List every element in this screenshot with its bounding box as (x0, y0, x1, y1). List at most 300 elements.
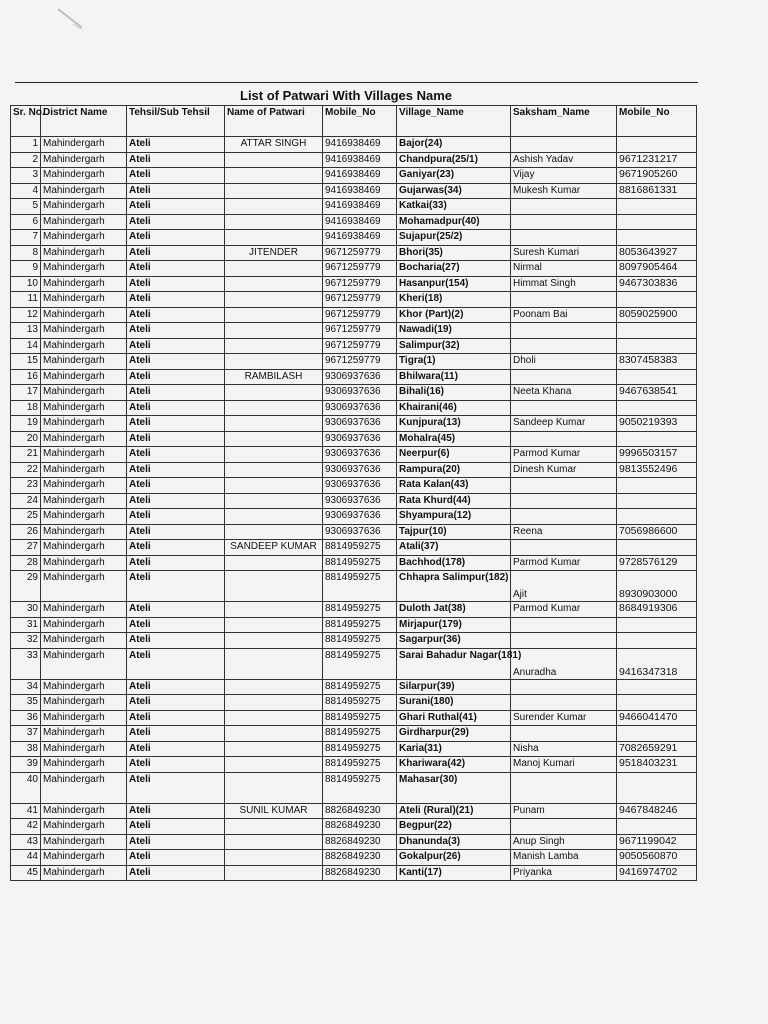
tehsil-cell: Ateli (127, 540, 225, 556)
saksham-cell: Neeta Khana (511, 385, 617, 401)
table-row (11, 245, 697, 261)
sr-cell: 20 (11, 431, 41, 447)
table-row (11, 741, 697, 757)
table-row (11, 710, 697, 726)
table-row (11, 230, 697, 246)
sr-cell: 25 (11, 509, 41, 525)
saksham-cell: Parmod Kumar (511, 555, 617, 571)
saksham-mobile-cell: 9466041470 (617, 710, 697, 726)
mobile-cell: 9671259779 (323, 292, 397, 308)
sr-cell: 15 (11, 354, 41, 370)
saksham-mobile-cell: 9996503157 (617, 447, 697, 463)
patwari-cell: ATTAR SINGH (225, 137, 323, 153)
patwari-cell (225, 772, 323, 803)
district-cell: Mahindergarh (41, 245, 127, 261)
saksham-cell: Ashish Yadav (511, 152, 617, 168)
patwari-cell (225, 447, 323, 463)
sr-cell: 38 (11, 741, 41, 757)
patwari-cell (225, 865, 323, 881)
table-row (11, 292, 697, 308)
saksham-mobile-cell: 8816861331 (617, 183, 697, 199)
table-row (11, 462, 697, 478)
table-row (11, 571, 697, 602)
district-cell: Mahindergarh (41, 540, 127, 556)
saksham-cell: Priyanka (511, 865, 617, 881)
mobile-cell: 9306937636 (323, 416, 397, 432)
sr-cell: 21 (11, 447, 41, 463)
patwari-cell (225, 726, 323, 742)
district-cell: Mahindergarh (41, 695, 127, 711)
saksham-mobile-cell: 9467638541 (617, 385, 697, 401)
district-cell: Mahindergarh (41, 617, 127, 633)
patwari-cell (225, 633, 323, 649)
saksham-cell: Nirmal (511, 261, 617, 277)
saksham-mobile-cell (617, 292, 697, 308)
mobile-cell: 8814959275 (323, 726, 397, 742)
saksham-mobile-cell: 9813552496 (617, 462, 697, 478)
table-row (11, 431, 697, 447)
saksham-cell: Suresh Kumari (511, 245, 617, 261)
tehsil-cell: Ateli (127, 385, 225, 401)
saksham-cell: Parmod Kumar (511, 447, 617, 463)
saksham-cell: Surender Kumar (511, 710, 617, 726)
village-cell: Mahasar(30) (397, 772, 511, 803)
district-cell: Mahindergarh (41, 633, 127, 649)
saksham-cell: Reena (511, 524, 617, 540)
district-cell: Mahindergarh (41, 307, 127, 323)
header-tehsil: Tehsil/Sub Tehsil (127, 106, 225, 137)
patwari-cell (225, 710, 323, 726)
table-row (11, 695, 697, 711)
saksham-mobile-cell: 8097905464 (617, 261, 697, 277)
mobile-cell: 9416938469 (323, 168, 397, 184)
mobile-cell: 9416938469 (323, 199, 397, 215)
district-cell: Mahindergarh (41, 400, 127, 416)
sr-cell: 7 (11, 230, 41, 246)
tehsil-cell: Ateli (127, 199, 225, 215)
table-row (11, 679, 697, 695)
table-row (11, 400, 697, 416)
mobile-cell: 9671259779 (323, 261, 397, 277)
table-row (11, 214, 697, 230)
saksham-mobile-cell (617, 726, 697, 742)
saksham-mobile-cell (617, 323, 697, 339)
saksham-cell (511, 369, 617, 385)
header-row (11, 106, 697, 137)
mobile-cell: 8814959275 (323, 571, 397, 602)
saksham-cell (511, 478, 617, 494)
mobile-cell: 8826849230 (323, 850, 397, 866)
village-cell: Tajpur(10) (397, 524, 511, 540)
patwari-cell (225, 183, 323, 199)
district-cell: Mahindergarh (41, 803, 127, 819)
mobile-cell: 9306937636 (323, 478, 397, 494)
district-cell: Mahindergarh (41, 772, 127, 803)
district-cell: Mahindergarh (41, 478, 127, 494)
saksham-mobile-cell (617, 400, 697, 416)
patwari-cell (225, 695, 323, 711)
district-cell: Mahindergarh (41, 509, 127, 525)
saksham-cell (511, 230, 617, 246)
mobile-cell: 8826849230 (323, 803, 397, 819)
saksham-mobile-cell (617, 772, 697, 803)
district-cell: Mahindergarh (41, 416, 127, 432)
table-row (11, 834, 697, 850)
village-cell: Karia(31) (397, 741, 511, 757)
patwari-cell (225, 431, 323, 447)
saksham-cell: Anup Singh (511, 834, 617, 850)
district-cell: Mahindergarh (41, 741, 127, 757)
district-cell: Mahindergarh (41, 648, 127, 679)
tehsil-cell: Ateli (127, 648, 225, 679)
district-cell: Mahindergarh (41, 338, 127, 354)
saksham-cell (511, 338, 617, 354)
patwari-cell (225, 199, 323, 215)
village-cell: Ganiyar(23) (397, 168, 511, 184)
saksham-cell (511, 323, 617, 339)
sr-cell: 23 (11, 478, 41, 494)
village-cell: Neerpur(6) (397, 447, 511, 463)
table-row (11, 307, 697, 323)
saksham-cell: Poonam Bai (511, 307, 617, 323)
saksham-mobile-cell (617, 214, 697, 230)
saksham-cell: Punam (511, 803, 617, 819)
patwari-cell (225, 679, 323, 695)
patwari-cell (225, 555, 323, 571)
tehsil-cell: Ateli (127, 369, 225, 385)
district-cell: Mahindergarh (41, 679, 127, 695)
saksham-mobile-cell (617, 478, 697, 494)
table-row (11, 323, 697, 339)
tehsil-cell: Ateli (127, 772, 225, 803)
saksham-cell (511, 292, 617, 308)
sr-cell: 34 (11, 679, 41, 695)
saksham-cell: Parmod Kumar (511, 602, 617, 618)
patwari-cell (225, 416, 323, 432)
tehsil-cell: Ateli (127, 509, 225, 525)
saksham-mobile-cell: 9671231217 (617, 152, 697, 168)
table-row (11, 199, 697, 215)
tehsil-cell: Ateli (127, 679, 225, 695)
document-title: List of Patwari With Villages Name (240, 88, 453, 103)
village-cell: Surani(180) (397, 695, 511, 711)
village-cell: Hasanpur(154) (397, 276, 511, 292)
district-cell: Mahindergarh (41, 555, 127, 571)
village-cell: Gujarwas(34) (397, 183, 511, 199)
saksham-mobile-cell: 8307458383 (617, 354, 697, 370)
mobile-cell: 9306937636 (323, 524, 397, 540)
table-row (11, 416, 697, 432)
village-cell: Bhori(35) (397, 245, 511, 261)
table-row (11, 555, 697, 571)
saksham-mobile-cell: 9416974702 (617, 865, 697, 881)
mobile-cell: 8814959275 (323, 741, 397, 757)
tehsil-cell: Ateli (127, 710, 225, 726)
district-cell: Mahindergarh (41, 276, 127, 292)
patwari-cell (225, 230, 323, 246)
table-row (11, 168, 697, 184)
patwari-cell (225, 385, 323, 401)
mobile-cell: 9671259779 (323, 245, 397, 261)
saksham-cell (511, 431, 617, 447)
patwari-cell (225, 276, 323, 292)
sr-cell: 39 (11, 757, 41, 773)
saksham-mobile-cell (617, 431, 697, 447)
sr-cell: 42 (11, 819, 41, 835)
village-cell: Kunjpura(13) (397, 416, 511, 432)
saksham-mobile-cell (617, 695, 697, 711)
table-row (11, 633, 697, 649)
tehsil-cell: Ateli (127, 478, 225, 494)
saksham-mobile-cell: 7056986600 (617, 524, 697, 540)
patwari-cell (225, 478, 323, 494)
saksham-mobile-cell: 9671199042 (617, 834, 697, 850)
district-cell: Mahindergarh (41, 726, 127, 742)
saksham-cell: Himmat Singh (511, 276, 617, 292)
district-cell: Mahindergarh (41, 354, 127, 370)
village-cell: Rata Kalan(43) (397, 478, 511, 494)
tehsil-cell: Ateli (127, 757, 225, 773)
table-row (11, 757, 697, 773)
sr-cell: 11 (11, 292, 41, 308)
saksham-cell (511, 633, 617, 649)
mobile-cell: 9416938469 (323, 214, 397, 230)
village-cell: Bihali(16) (397, 385, 511, 401)
header-mobile2: Mobile_No (617, 106, 697, 137)
table-row (11, 261, 697, 277)
mobile-cell: 9306937636 (323, 400, 397, 416)
header-sr: Sr. No. (11, 106, 41, 137)
saksham-mobile-cell: 9416347318 (617, 648, 697, 679)
patwari-cell (225, 152, 323, 168)
district-cell: Mahindergarh (41, 369, 127, 385)
patwari-cell (225, 834, 323, 850)
tehsil-cell: Ateli (127, 276, 225, 292)
saksham-cell: Vijay (511, 168, 617, 184)
saksham-cell (511, 214, 617, 230)
district-cell: Mahindergarh (41, 447, 127, 463)
sr-cell: 30 (11, 602, 41, 618)
tehsil-cell: Ateli (127, 152, 225, 168)
patwari-cell (225, 648, 323, 679)
district-cell: Mahindergarh (41, 431, 127, 447)
village-cell: Ghari Ruthal(41) (397, 710, 511, 726)
sr-cell: 35 (11, 695, 41, 711)
mobile-cell: 9306937636 (323, 385, 397, 401)
sr-cell: 40 (11, 772, 41, 803)
village-cell: Khor (Part)(2) (397, 307, 511, 323)
header-village: Village_Name (397, 106, 511, 137)
mobile-cell: 9671259779 (323, 354, 397, 370)
village-cell: Sujapur(25/2) (397, 230, 511, 246)
patwari-cell (225, 462, 323, 478)
sr-cell: 31 (11, 617, 41, 633)
mobile-cell: 9306937636 (323, 447, 397, 463)
saksham-cell: Ajit (511, 571, 617, 602)
patwari-table (10, 105, 697, 881)
district-cell: Mahindergarh (41, 571, 127, 602)
village-cell: Katkai(33) (397, 199, 511, 215)
saksham-cell (511, 199, 617, 215)
district-cell: Mahindergarh (41, 834, 127, 850)
patwari-cell: JITENDER (225, 245, 323, 261)
table-row (11, 726, 697, 742)
table-row (11, 385, 697, 401)
saksham-mobile-cell: 7082659291 (617, 741, 697, 757)
mobile-cell: 9416938469 (323, 152, 397, 168)
saksham-mobile-cell (617, 199, 697, 215)
village-cell: Bachhod(178) (397, 555, 511, 571)
saksham-mobile-cell (617, 633, 697, 649)
saksham-cell: Nisha (511, 741, 617, 757)
village-cell: Kanti(17) (397, 865, 511, 881)
village-cell: Mohalra(45) (397, 431, 511, 447)
district-cell: Mahindergarh (41, 865, 127, 881)
saksham-cell (511, 695, 617, 711)
tehsil-cell: Ateli (127, 245, 225, 261)
saksham-mobile-cell: 9671905260 (617, 168, 697, 184)
table-row (11, 524, 697, 540)
district-cell: Mahindergarh (41, 819, 127, 835)
patwari-cell (225, 168, 323, 184)
sr-cell: 5 (11, 199, 41, 215)
tehsil-cell: Ateli (127, 726, 225, 742)
tehsil-cell: Ateli (127, 307, 225, 323)
sr-cell: 17 (11, 385, 41, 401)
header-saksham: Saksham_Name (511, 106, 617, 137)
table-row (11, 478, 697, 494)
village-cell: Nawadi(19) (397, 323, 511, 339)
patwari-cell (225, 214, 323, 230)
tehsil-cell: Ateli (127, 447, 225, 463)
tehsil-cell: Ateli (127, 834, 225, 850)
village-cell: Salimpur(32) (397, 338, 511, 354)
saksham-mobile-cell: 9728576129 (617, 555, 697, 571)
tehsil-cell: Ateli (127, 137, 225, 153)
district-cell: Mahindergarh (41, 850, 127, 866)
patwari-cell (225, 850, 323, 866)
saksham-cell (511, 137, 617, 153)
patwari-cell (225, 400, 323, 416)
saksham-cell (511, 493, 617, 509)
patwari-cell: RAMBILASH (225, 369, 323, 385)
sr-cell: 22 (11, 462, 41, 478)
mobile-cell: 9306937636 (323, 509, 397, 525)
district-cell: Mahindergarh (41, 602, 127, 618)
mobile-cell: 9671259779 (323, 276, 397, 292)
tehsil-cell: Ateli (127, 819, 225, 835)
patwari-cell (225, 524, 323, 540)
tehsil-cell: Ateli (127, 462, 225, 478)
top-rule (15, 82, 698, 83)
saksham-mobile-cell (617, 617, 697, 633)
patwari-cell (225, 354, 323, 370)
village-cell: Bocharia(27) (397, 261, 511, 277)
sr-cell: 32 (11, 633, 41, 649)
table-row (11, 509, 697, 525)
district-cell: Mahindergarh (41, 385, 127, 401)
saksham-mobile-cell (617, 493, 697, 509)
saksham-mobile-cell (617, 540, 697, 556)
sr-cell: 8 (11, 245, 41, 261)
mobile-cell: 9416938469 (323, 183, 397, 199)
mobile-cell: 8814959275 (323, 555, 397, 571)
sr-cell: 12 (11, 307, 41, 323)
saksham-mobile-cell (617, 338, 697, 354)
village-cell: Duloth Jat(38) (397, 602, 511, 618)
patwari-cell: SANDEEP KUMAR (225, 540, 323, 556)
mobile-cell: 8814959275 (323, 757, 397, 773)
saksham-mobile-cell (617, 819, 697, 835)
saksham-cell: Anuradha (511, 648, 617, 679)
village-cell: Mohamadpur(40) (397, 214, 511, 230)
saksham-mobile-cell: 9467303836 (617, 276, 697, 292)
village-cell: Tigra(1) (397, 354, 511, 370)
mobile-cell: 8814959275 (323, 617, 397, 633)
saksham-cell: Manoj Kumari (511, 757, 617, 773)
sr-cell: 6 (11, 214, 41, 230)
district-cell: Mahindergarh (41, 152, 127, 168)
tehsil-cell: Ateli (127, 633, 225, 649)
tehsil-cell: Ateli (127, 416, 225, 432)
table-row (11, 493, 697, 509)
patwari-cell (225, 292, 323, 308)
saksham-cell (511, 726, 617, 742)
tehsil-cell: Ateli (127, 850, 225, 866)
tehsil-cell: Ateli (127, 323, 225, 339)
mobile-cell: 9306937636 (323, 493, 397, 509)
mobile-cell: 9306937636 (323, 369, 397, 385)
table-row (11, 772, 697, 803)
village-cell: Khariwara(42) (397, 757, 511, 773)
mobile-cell: 8814959275 (323, 540, 397, 556)
mobile-cell: 8814959275 (323, 710, 397, 726)
mobile-cell: 9671259779 (323, 307, 397, 323)
village-cell: Rata Khurd(44) (397, 493, 511, 509)
tehsil-cell: Ateli (127, 431, 225, 447)
mobile-cell: 9671259779 (323, 323, 397, 339)
saksham-cell (511, 617, 617, 633)
village-cell: Shyampura(12) (397, 509, 511, 525)
district-cell: Mahindergarh (41, 524, 127, 540)
village-cell: Ateli (Rural)(21) (397, 803, 511, 819)
table-row (11, 540, 697, 556)
tehsil-cell: Ateli (127, 741, 225, 757)
table-row (11, 152, 697, 168)
tehsil-cell: Ateli (127, 338, 225, 354)
mobile-cell: 8826849230 (323, 834, 397, 850)
village-cell: Sagarpur(36) (397, 633, 511, 649)
mobile-cell: 9416938469 (323, 137, 397, 153)
district-cell: Mahindergarh (41, 199, 127, 215)
patwari-cell (225, 323, 323, 339)
table-row (11, 276, 697, 292)
sr-cell: 44 (11, 850, 41, 866)
sr-cell: 2 (11, 152, 41, 168)
sr-cell: 28 (11, 555, 41, 571)
patwari-cell (225, 509, 323, 525)
sr-cell: 26 (11, 524, 41, 540)
saksham-cell: Sandeep Kumar (511, 416, 617, 432)
patwari-cell (225, 617, 323, 633)
sr-cell: 45 (11, 865, 41, 881)
header-district: District Name (41, 106, 127, 137)
saksham-cell (511, 509, 617, 525)
village-cell: Sarai Bahadur Nagar(181) (397, 648, 511, 679)
sr-cell: 43 (11, 834, 41, 850)
mobile-cell: 8814959275 (323, 602, 397, 618)
saksham-cell (511, 772, 617, 803)
